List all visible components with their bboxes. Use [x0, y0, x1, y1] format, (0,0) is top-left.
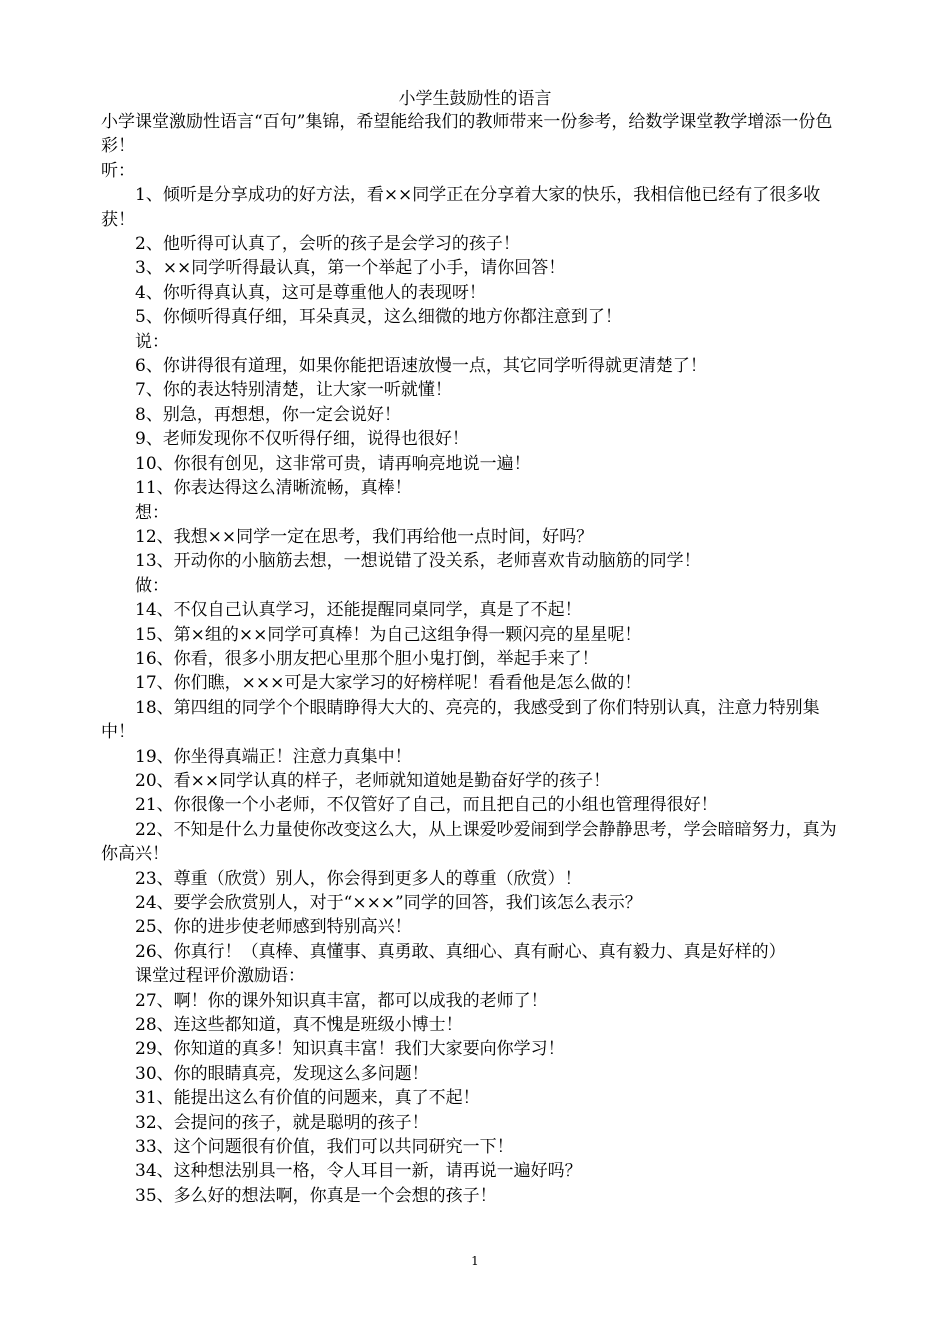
document-body [101, 110, 853, 1208]
document-title: 小学生鼓励性的语言 [398, 89, 552, 109]
list-item: 4、你听得真认真，这可是尊重他人的表现呀！ [135, 282, 486, 303]
list-item: 31、能提出这么有价值的问题来，真了不起！ [135, 1088, 480, 1109]
list-item: 19、你坐得真端正！注意力真集中！ [135, 746, 412, 767]
list-item: 26、你真行！（真棒、真懂事、真勇敢、真细心、真有耐心、真有毅力、真是好样的） [135, 941, 786, 962]
section-heading-do: 做： [135, 575, 169, 596]
list-item: 1、倾听是分享成功的好方法，看××同学正在分享着大家的快乐，我相信他已经有了很多收获！ [101, 185, 821, 230]
list-item: 25、你的进步使老师感到特别高兴！ [135, 917, 412, 938]
list-item: 33、这个问题很有价值，我们可以共同研究一下！ [135, 1137, 514, 1158]
list-item: 12、我想××同学一定在思考，我们再给他一点时间，好吗？ [135, 526, 594, 547]
list-item: 13、开动你的小脑筋去想，一想说错了没关系，老师喜欢肯动脑筋的同学！ [135, 551, 701, 572]
list-item: 3、××同学听得最认真，第一个举起了小手，请你回答！ [135, 258, 566, 279]
section-heading-listen: 听： [101, 160, 135, 181]
intro-paragraph: 小学课堂激励性语言“百句”集锦，希望能给我们的教师带来一份参考，给数学课堂教学增添一份色彩！ [101, 112, 833, 157]
list-item: 23、尊重（欣赏）别人，你会得到更多人的尊重（欣赏）！ [135, 868, 582, 889]
list-item: 24、要学会欣赏别人，对于“×××”同学的回答，我们该怎么表示？ [135, 893, 642, 913]
list-item: 22、不知是什么力量使你改变这么大，从上课爱吵爱闹到学会静静思考，学会暗暗努力，真为你高兴！ [101, 819, 837, 865]
list-item: 32、会提问的孩子，就是聪明的孩子！ [135, 1112, 429, 1133]
page-number: 1 [471, 1254, 479, 1268]
list-item: 28、连这些都知道，真不愧是班级小博士！ [135, 1015, 463, 1036]
section-heading-speak: 说： [135, 331, 169, 352]
list-item: 30、你的眼睛真亮，发现这么多问题！ [135, 1063, 429, 1084]
list-item: 29、你知道的真多！知识真丰富！我们大家要向你学习！ [135, 1039, 565, 1060]
section-heading-think: 想： [135, 502, 169, 523]
list-item: 10、你很有创见，这非常可贵，请再响亮地说一遍！ [135, 453, 531, 474]
list-item: 9、老师发现你不仅听得仔细，说得也很好！ [135, 429, 469, 450]
list-item: 15、第×组的××同学可真棒！为自己这组争得一颗闪亮的星星呢！ [135, 624, 642, 645]
list-item: 6、你讲得很有道理，如果你能把语速放慢一点，其它同学听得就更清楚了！ [135, 356, 707, 377]
section-heading-process: 课堂过程评价激励语： [135, 966, 305, 987]
list-item: 27、啊！你的课外知识真丰富，都可以成我的老师了！ [135, 990, 548, 1011]
list-item: 34、这种想法别具一格，令人耳目一新，请再说一遍好吗？ [135, 1161, 582, 1182]
list-item: 17、你们瞧，×××可是大家学习的好榜样呢！看看他是怎么做的！ [135, 673, 642, 694]
list-item: 16、你看，很多小朋友把心里那个胆小鬼打倒，举起手来了！ [135, 648, 599, 669]
list-item: 18、第四组的同学个个眼睛睁得大大的、亮亮的，我感受到了你们特别认真，注意力特别集中！ [101, 697, 820, 743]
list-item: 14、不仅自己认真学习，还能提醒同桌同学，真是了不起！ [135, 600, 582, 621]
list-item: 2、他听得可认真了，会听的孩子是会学习的孩子！ [135, 234, 520, 255]
list-item: 20、看××同学认真的样子，老师就知道她是勤奋好学的孩子！ [135, 770, 611, 791]
list-item: 35、多么好的想法啊，你真是一个会想的孩子！ [135, 1185, 497, 1206]
list-item: 7、你的表达特别清楚，让大家一听就懂！ [135, 380, 452, 401]
list-item: 11、你表达得这么清晰流畅，真棒！ [135, 478, 412, 499]
list-item: 5、你倾听得真仔细，耳朵真灵，这么细微的地方你都注意到了！ [135, 307, 622, 328]
list-item: 21、你很像一个小老师，不仅管好了自己，而且把自己的小组也管理得很好！ [135, 795, 718, 816]
list-item: 8、别急，再想想，你一定会说好！ [135, 404, 401, 425]
